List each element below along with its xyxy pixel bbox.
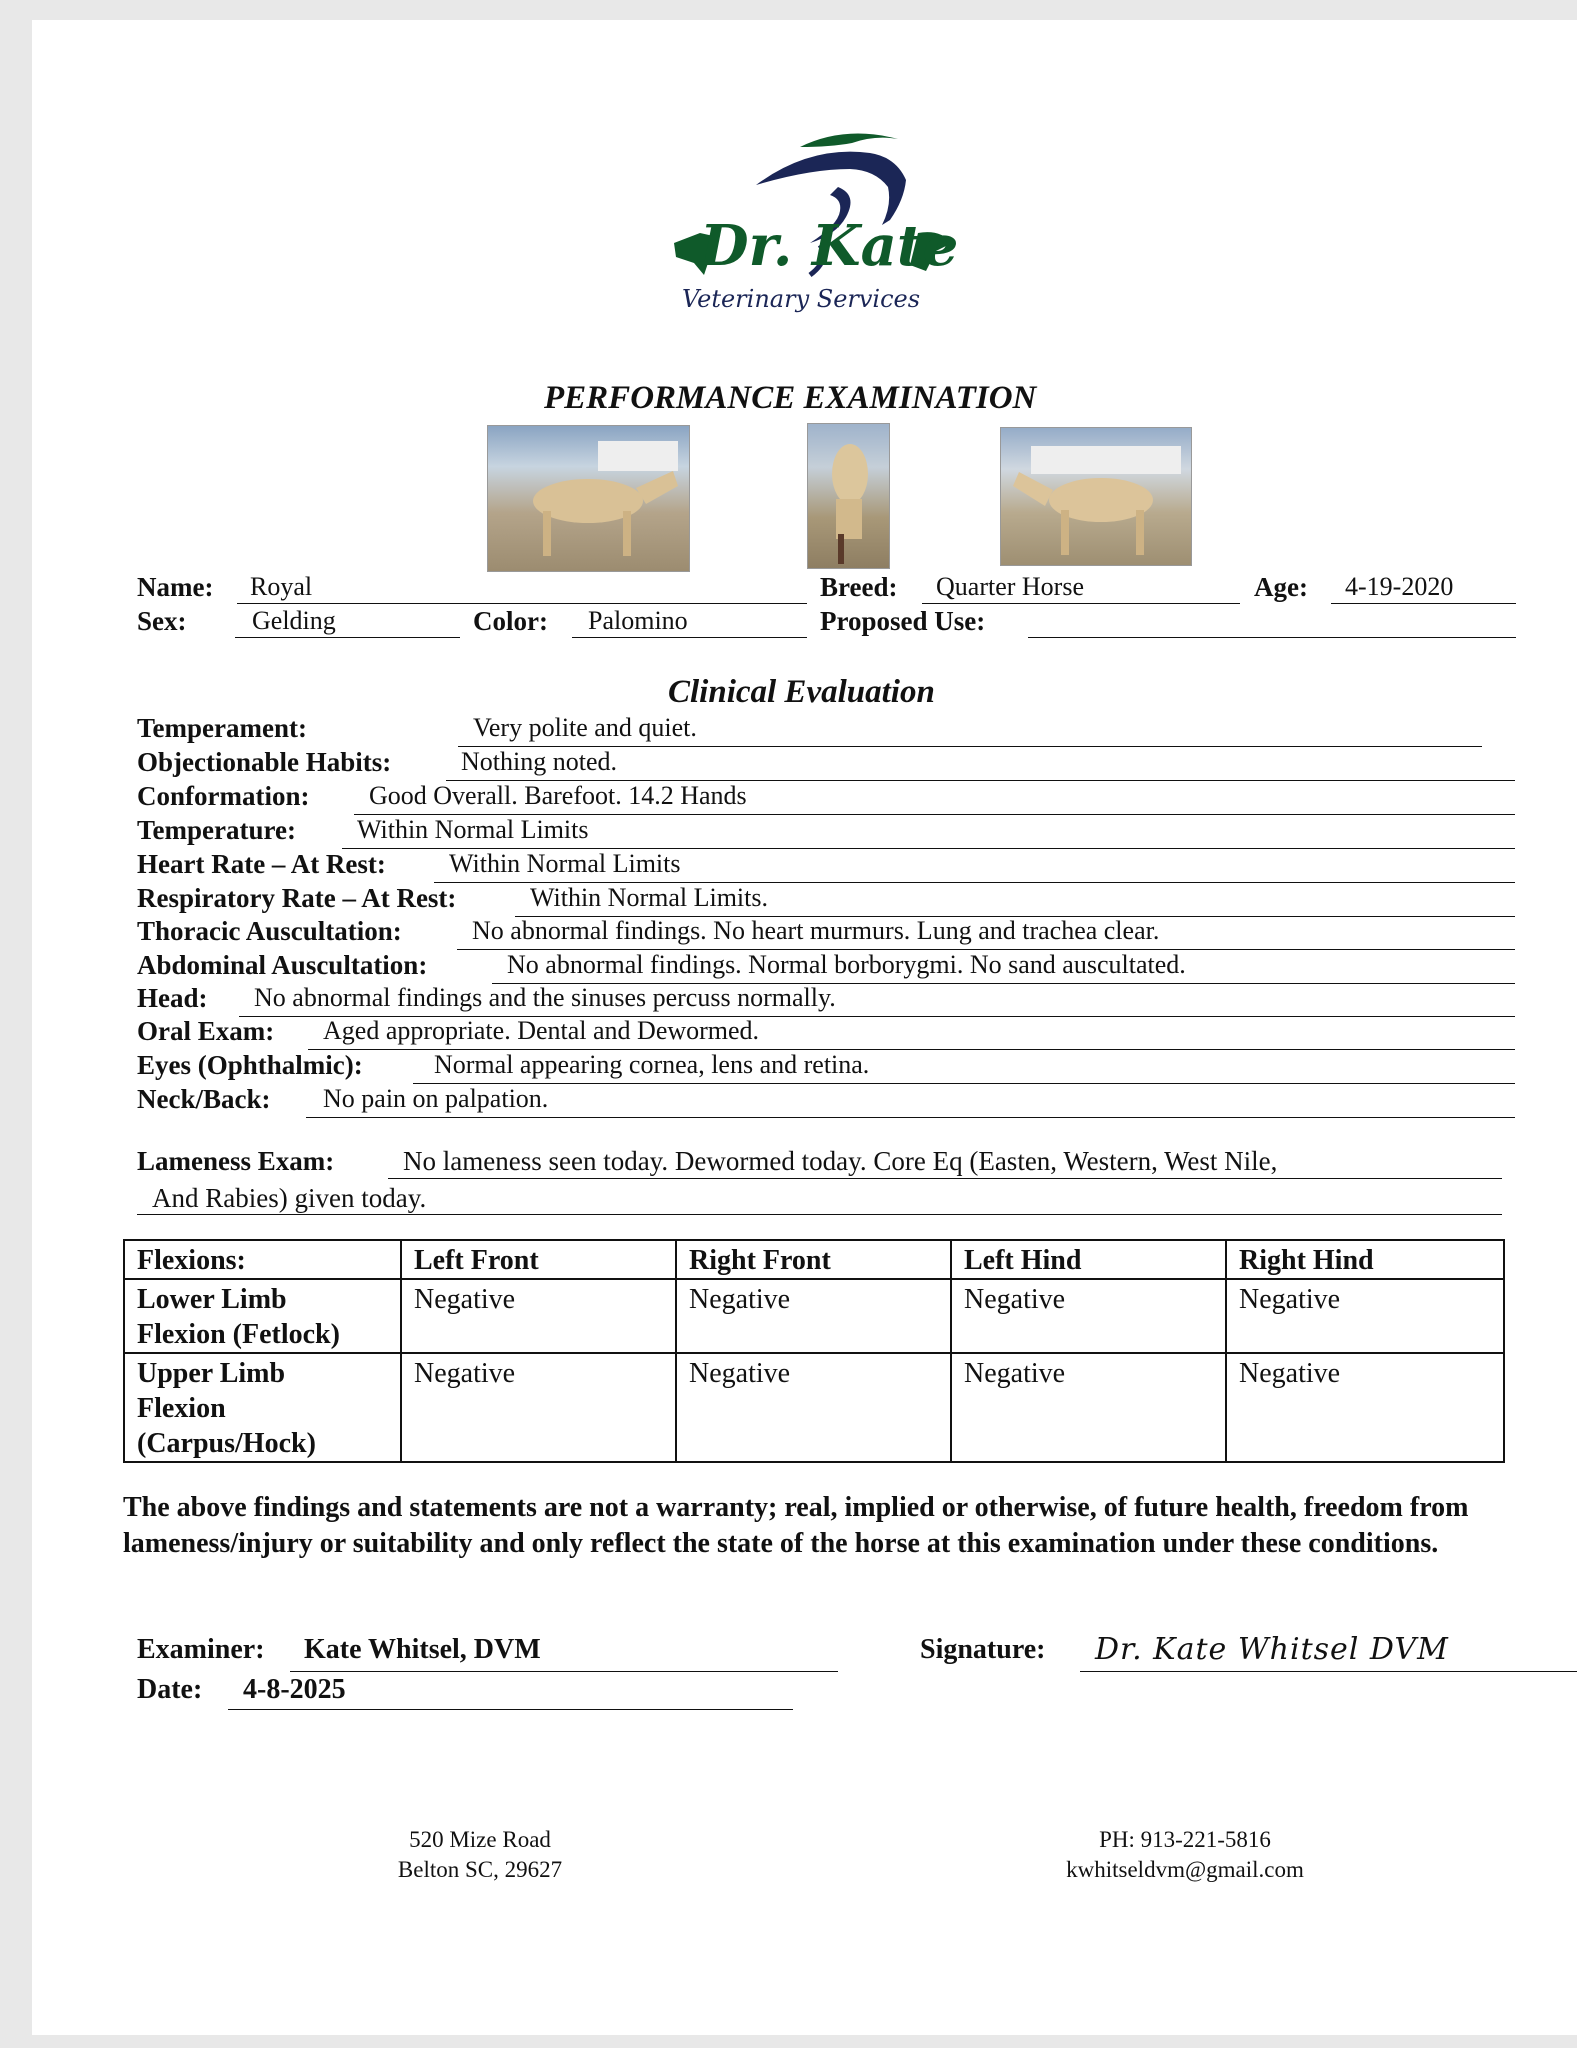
color-label: Color: (473, 606, 548, 636)
lameness-line-1: No lameness seen today. Dewormed today. Core Eq (Easten, Western, West Nile, (403, 1146, 1278, 1176)
clinical-label: Respiratory Rate – At Rest: (137, 883, 457, 913)
age-underline (1331, 603, 1516, 604)
row-label-line: Lower Limb (137, 1284, 287, 1315)
clinical-label: Temperament: (137, 713, 307, 743)
right-front-header: Right Front (676, 1240, 951, 1279)
breed-label: Breed: (820, 572, 898, 602)
clinical-label: Oral Exam: (137, 1016, 275, 1046)
name-underline (237, 603, 807, 604)
breed-value: Quarter Horse (936, 572, 1084, 601)
email: kwhitseldvm@gmail.com (1066, 1857, 1304, 1882)
examiner-name: Kate Whitsel, DVM (304, 1634, 541, 1665)
upper-limb-label (124, 1353, 401, 1462)
lower-limb-label (124, 1279, 401, 1353)
name-value: Royal (250, 572, 313, 601)
right-hind-header: Right Hind (1226, 1240, 1504, 1279)
clinical-underline (413, 1083, 1515, 1084)
table-cell: Negative (1226, 1279, 1504, 1353)
clinical-value: Good Overall. Barefoot. 14.2 Hands (369, 781, 747, 810)
color-underline (572, 637, 807, 638)
table-cell: Negative (951, 1353, 1226, 1462)
color-value: Palomino (588, 606, 688, 635)
address-line-1: 520 Mize Road (409, 1827, 551, 1852)
address-line-2: Belton SC, 29627 (397, 1857, 563, 1882)
sex-underline (235, 637, 460, 638)
date-label: Date: (137, 1674, 203, 1705)
left-front-header: Left Front (401, 1240, 676, 1279)
row-label-line: Flexion (137, 1393, 226, 1424)
table-cell: Negative (401, 1353, 676, 1462)
logo-subtitle: Veterinary Services (682, 285, 921, 313)
lameness-underline-2 (137, 1214, 1502, 1215)
flexions-table (123, 1239, 1505, 1463)
clinical-label: Head: (137, 983, 208, 1013)
clinical-underline (306, 1117, 1515, 1118)
sex-label: Sex: (137, 606, 187, 636)
horse-right-side-photo (1000, 427, 1192, 566)
row-label-line: Flexion (Fetlock) (137, 1319, 340, 1350)
clinical-value: No abnormal findings. No heart murmurs. Lung and trachea clear. (472, 916, 1160, 945)
age-value: 4-19-2020 (1345, 572, 1454, 601)
clinical-value: No abnormal findings and the sinuses percuss normally. (254, 983, 836, 1012)
phone: PH: 913-221-5816 (1099, 1827, 1271, 1852)
proposed-use-underline (1028, 637, 1516, 638)
breed-underline (922, 603, 1240, 604)
logo (660, 125, 970, 330)
table-cell: Negative (951, 1279, 1226, 1353)
left-hind-header: Left Hind (951, 1240, 1226, 1279)
table-row (124, 1279, 1504, 1353)
signature: Dr. Kate Whitsel DVM (1095, 1632, 1449, 1667)
clinical-label: Temperature: (137, 815, 296, 845)
row-label-line: Upper Limb (137, 1358, 286, 1389)
lameness-label: Lameness Exam: (137, 1146, 335, 1176)
clinical-value: Nothing noted. (461, 747, 617, 776)
page-title: PERFORMANCE EXAMINATION (544, 380, 1037, 416)
table-cell: Negative (676, 1279, 951, 1353)
clinical-value: Within Normal Limits. (530, 883, 768, 912)
clinical-value: Normal appearing cornea, lens and retina. (434, 1050, 870, 1079)
clinical-label: Neck/Back: (137, 1084, 271, 1114)
clinical-label: Heart Rate – At Rest: (137, 849, 386, 879)
clinical-label: Abdominal Auscultation: (137, 950, 428, 980)
signature-underline (1080, 1671, 1577, 1672)
age-label: Age: (1254, 572, 1308, 602)
clinical-value: No pain on palpation. (323, 1084, 549, 1113)
table-cell: Negative (676, 1353, 951, 1462)
examiner-underline (290, 1671, 838, 1672)
clinical-label: Objectionable Habits: (137, 747, 392, 777)
sex-value: Gelding (252, 606, 336, 635)
table-row (124, 1353, 1504, 1462)
row-label-line: (Carpus/Hock) (137, 1428, 316, 1459)
signature-label: Signature: (920, 1634, 1046, 1665)
clinical-value: Within Normal Limits (357, 815, 589, 844)
horse-side-photo (487, 425, 690, 572)
clinical-value: No abnormal findings. Normal borborygmi. No sand auscultated. (507, 950, 1186, 979)
date-underline (228, 1709, 793, 1710)
disclaimer: The above findings and statements are not a warranty; real, implied or otherwise, of future health, freedom from lameness/injury or suitability and only reflect the state of the horse at this examination under these conditions. (123, 1492, 1469, 1559)
date-value: 4-8-2025 (243, 1674, 346, 1705)
clinical-label: Eyes (Ophthalmic): (137, 1050, 363, 1080)
name-label: Name: (137, 572, 214, 602)
lameness-underline-1 (388, 1178, 1502, 1179)
logo-name: Dr. Kate (700, 213, 959, 279)
footer-address (330, 1825, 630, 1885)
horse-front-photo (807, 423, 890, 569)
table-cell: Negative (401, 1279, 676, 1353)
footer-contact (1030, 1825, 1340, 1885)
examiner-label: Examiner: (137, 1634, 265, 1665)
clinical-value: Within Normal Limits (449, 849, 681, 878)
flexions-header: Flexions: (124, 1240, 401, 1279)
clinical-evaluation-title: Clinical Evaluation (668, 674, 935, 710)
clinical-label: Thoracic Auscultation: (137, 916, 402, 946)
table-cell: Negative (1226, 1353, 1504, 1462)
lameness-line-2: And Rabies) given today. (152, 1183, 427, 1213)
proposed-use-label: Proposed Use: (820, 606, 986, 636)
clinical-value: Aged appropriate. Dental and Dewormed. (323, 1016, 760, 1045)
clinical-value: Very polite and quiet. (473, 713, 697, 742)
clinical-label: Conformation: (137, 781, 310, 811)
